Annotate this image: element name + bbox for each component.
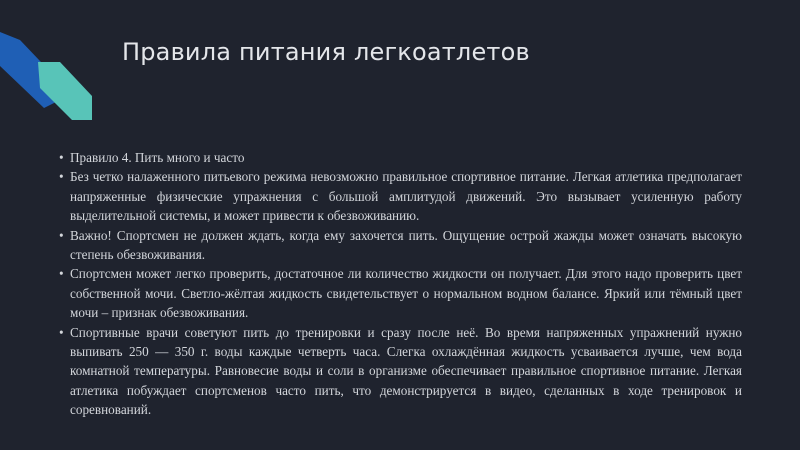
bullet-item: • Важно! Спортсмен не должен ждать, когда ему захочется пить. Ощущение острой жажды может означать высокую степень обезвоживания. (58, 226, 742, 265)
slide-title: Правила питания легкоатлетов (122, 38, 530, 66)
bullet-item: • Правило 4. Пить много и часто (58, 148, 742, 167)
bullet-item: • Спортивные врачи советуют пить до тренировки и сразу после неё. Во время напряженных упражнений нужно выпивать 250 — 350 г. воды каждые четверть часа. Слегка охлаждённая жидкость усваивается лучше, чем вода комнатной температуры. Равновесие воды и соли в организме обеспечивает правильное спортивное питание. Легкая атлетика побуждает спортсменов часто пить, что демонстрируется в видео, сделанных в ходе тренировок и соревнований. (58, 323, 742, 420)
bullet-item: • Без четко налаженного питьевого режима невозможно правильное спортивное питание. Легкая атлетика предполагает напряженные физические упражнения с большой амплитудой движений. Это вызывает усиленную работу выделительной системы, и может привести к обезвоживанию. (58, 167, 742, 225)
bullet-item: • Спортсмен может легко проверить, достаточное ли количество жидкости он получает. Для этого надо проверить цвет собственной мочи. Светло-жёлтая жидкость свидетельствует о нормальном водном балансе. Яркий или тёмный цвет мочи – признак обезвоживания. (58, 264, 742, 322)
teal-diagonal-stripe (38, 62, 92, 120)
corner-decoration (0, 0, 110, 130)
bullet-list (58, 148, 742, 420)
